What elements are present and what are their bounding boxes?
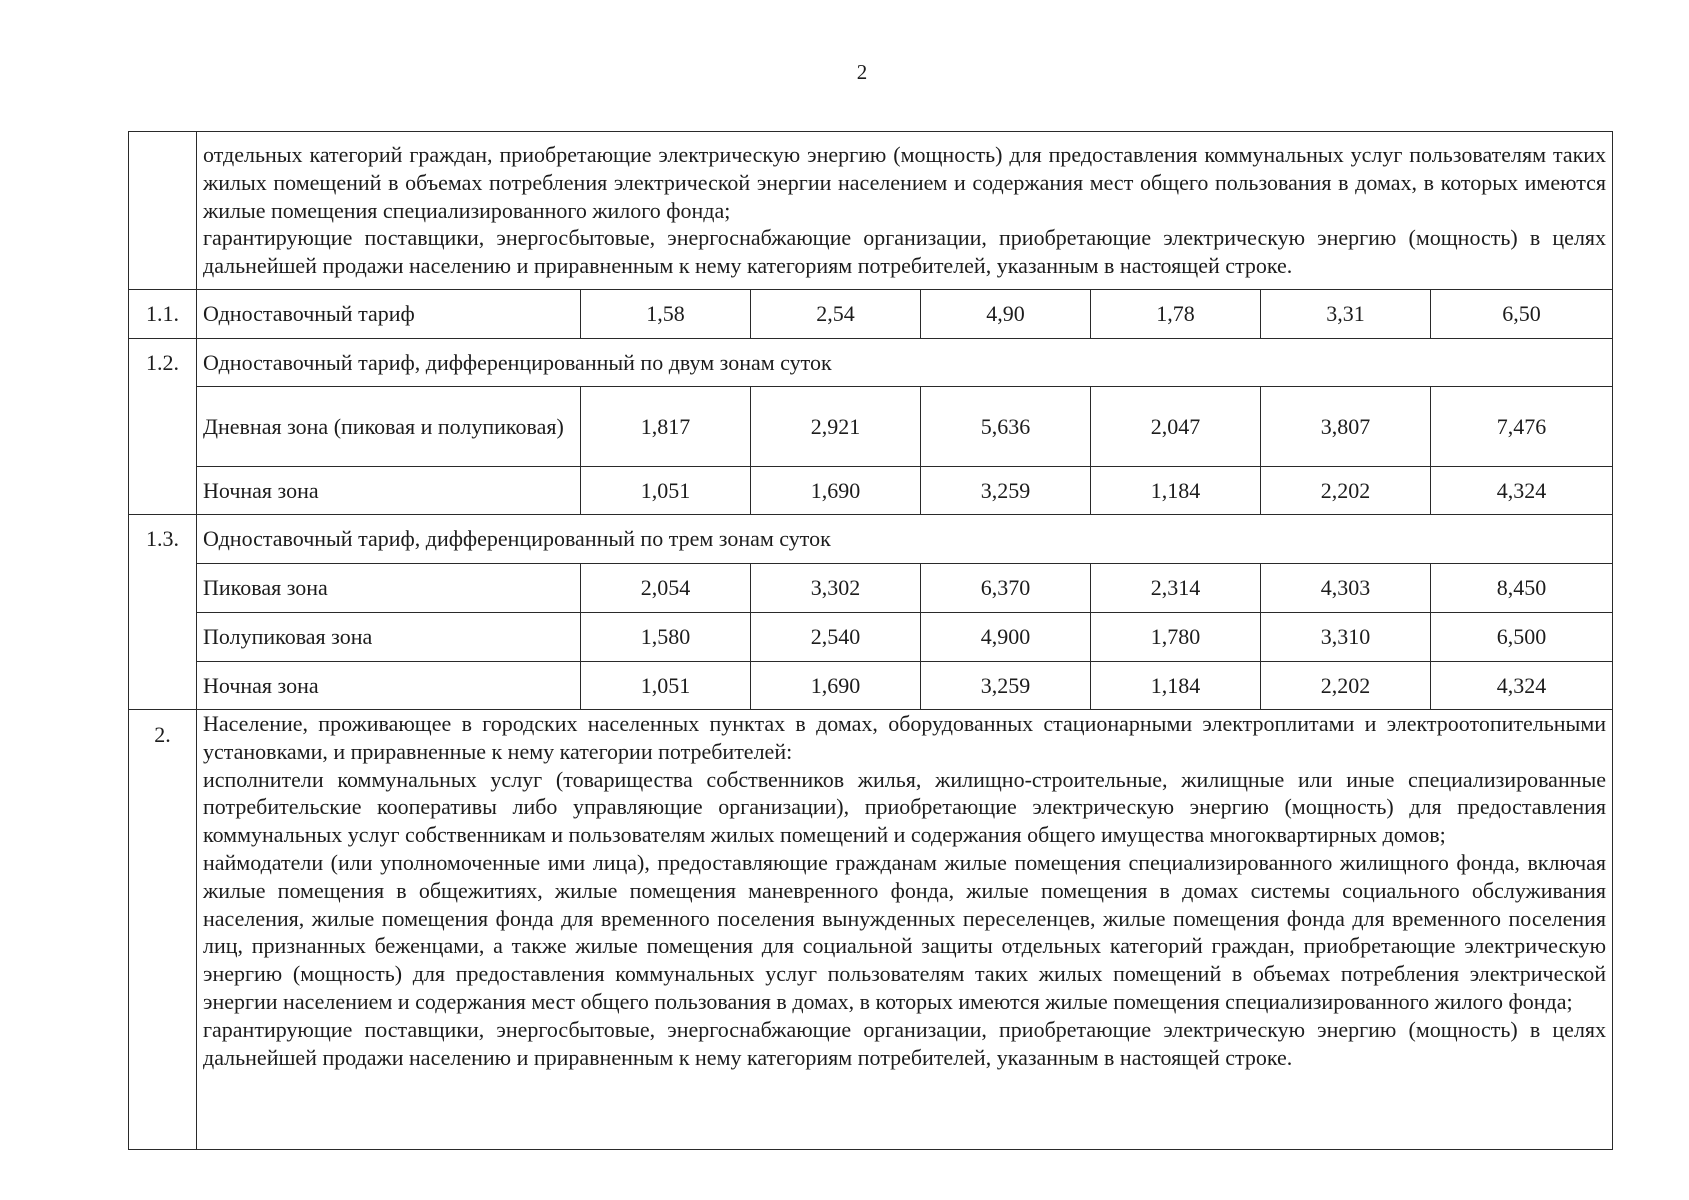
row-label: Ночная зона <box>197 662 581 710</box>
value-cell: 4,324 <box>1431 662 1613 710</box>
table-row-day-zone <box>129 387 1613 467</box>
row-number: 1.1. <box>129 290 197 339</box>
value-cell: 3,302 <box>751 564 921 613</box>
value-cell: 2,54 <box>751 290 921 339</box>
value-cell: 1,184 <box>1091 467 1261 515</box>
value-cell: 3,259 <box>921 467 1091 515</box>
row-label: Полупиковая зона <box>197 613 581 662</box>
table-row-night-zone <box>129 662 1613 710</box>
value-cell: 4,90 <box>921 290 1091 339</box>
paragraph: гарантирующие поставщики, энергосбытовые, энергоснабжающие организации, приобретающие электрическую энергию (мощность) в целях дальнейшей продажи населению и приравненным к нему категориям потребителей, указанным в настоящей строке. <box>203 1016 1607 1070</box>
row-label: Одноставочный тариф <box>197 290 581 339</box>
row-label: Дневная зона (пиковая и полупиковая) <box>197 387 581 467</box>
value-cell: 1,780 <box>1091 613 1261 662</box>
value-cell: 1,78 <box>1091 290 1261 339</box>
value-cell: 6,370 <box>921 564 1091 613</box>
page-number: 2 <box>856 60 868 84</box>
row-heading: Одноставочный тариф, дифференцированный по трем зонам суток <box>197 515 1613 564</box>
value-cell: 1,690 <box>751 662 921 710</box>
value-cell: 2,921 <box>751 387 921 467</box>
paragraph: отдельных категорий граждан, приобретающие электрическую энергию (мощность) для предоставления коммунальных услуг пользователям таких жилых помещений в объемах потребления электрической энергии населением и содержания мест общего пользования в домах, в которых имеются жилые помещения специализированного жилого фонда; <box>203 142 1607 223</box>
value-cell: 2,540 <box>751 613 921 662</box>
row-heading: Одноставочный тариф, дифференцированный по двум зонам суток <box>197 339 1613 387</box>
value-cell: 3,310 <box>1261 613 1431 662</box>
row-2-text <box>197 710 1613 1150</box>
value-cell: 4,324 <box>1431 467 1613 515</box>
value-cell: 1,690 <box>751 467 921 515</box>
value-cell: 8,450 <box>1431 564 1613 613</box>
value-cell: 2,047 <box>1091 387 1261 467</box>
paragraph: гарантирующие поставщики, энергосбытовые, энергоснабжающие организации, приобретающие электрическую энергию (мощность) в целях дальнейшей продажи населению и приравненным к нему категориям потребителей, указанным в настоящей строке. <box>203 225 1607 279</box>
table-row-semipeak-zone <box>129 613 1613 662</box>
value-cell: 3,31 <box>1261 290 1431 339</box>
table-row-1-1 <box>129 290 1613 339</box>
value-cell: 7,476 <box>1431 387 1613 467</box>
value-cell: 6,500 <box>1431 613 1613 662</box>
value-cell: 1,58 <box>581 290 751 339</box>
value-cell: 1,051 <box>581 467 751 515</box>
value-cell: 2,314 <box>1091 564 1261 613</box>
paragraph: исполнители коммунальных услуг (товарищества собственников жилья, жилищно-строительные, жилищные или иные специализированные потребительские кооперативы либо управляющие организации), приобретающие электрическую энергию (мощность) для предоставления коммунальных услуг собственникам и пользователям жилых помещений и содержания общего имущества многоквартирных домов; <box>203 766 1607 848</box>
value-cell: 1,184 <box>1091 662 1261 710</box>
value-cell: 6,50 <box>1431 290 1613 339</box>
value-cell: 1,051 <box>581 662 751 710</box>
tariff-table <box>128 131 1613 1150</box>
value-cell: 1,580 <box>581 613 751 662</box>
value-cell: 2,202 <box>1261 467 1431 515</box>
paragraph: Население, проживающее в городских населенных пунктах в домах, оборудованных стационарными электроплитами и электроотопительными установками, и приравненные к нему категории потребителей: <box>203 711 1607 764</box>
table-row-1-3 <box>129 515 1613 564</box>
paragraph: наймодатели (или уполномоченные ими лица), предоставляющие гражданам жилые помещения специализированного жилищного фонда, включая жилые помещения в общежитиях, жилые помещения маневренного фонда, жилые помещения в домах системы социального обслуживания населения, жилые помещения фонда для временного поселения вынужденных переселенцев, жилые помещения фонда для временного поселения лиц, признанных беженцами, а также жилые помещения для социальной защиты отдельных категорий граждан, приобретающие электрическую энергию (мощность) для предоставления коммунальных услуг пользователям таких жилых помещений в объемах потребления электрической энергии населением и содержания мест общего пользования в домах, в которых имеются жилые помещения специализированного жилого фонда; <box>203 849 1607 1014</box>
value-cell: 2,202 <box>1261 662 1431 710</box>
table-row-peak-zone <box>129 564 1613 613</box>
value-cell: 1,817 <box>581 387 751 467</box>
row-label: Пиковая зона <box>197 564 581 613</box>
value-cell: 3,807 <box>1261 387 1431 467</box>
continuation-row <box>129 132 1613 290</box>
row-number: 1.2. <box>129 339 197 515</box>
continuation-num-cell <box>129 132 197 290</box>
value-cell: 5,636 <box>921 387 1091 467</box>
table-row-2 <box>129 710 1613 1150</box>
continuation-text <box>197 132 1613 290</box>
table-row-1-2 <box>129 339 1613 387</box>
row-number: 2. <box>129 710 197 1150</box>
value-cell: 3,259 <box>921 662 1091 710</box>
value-cell: 2,054 <box>581 564 751 613</box>
value-cell: 4,303 <box>1261 564 1431 613</box>
value-cell: 4,900 <box>921 613 1091 662</box>
table-row-night-zone <box>129 467 1613 515</box>
row-number: 1.3. <box>129 515 197 710</box>
row-label: Ночная зона <box>197 467 581 515</box>
